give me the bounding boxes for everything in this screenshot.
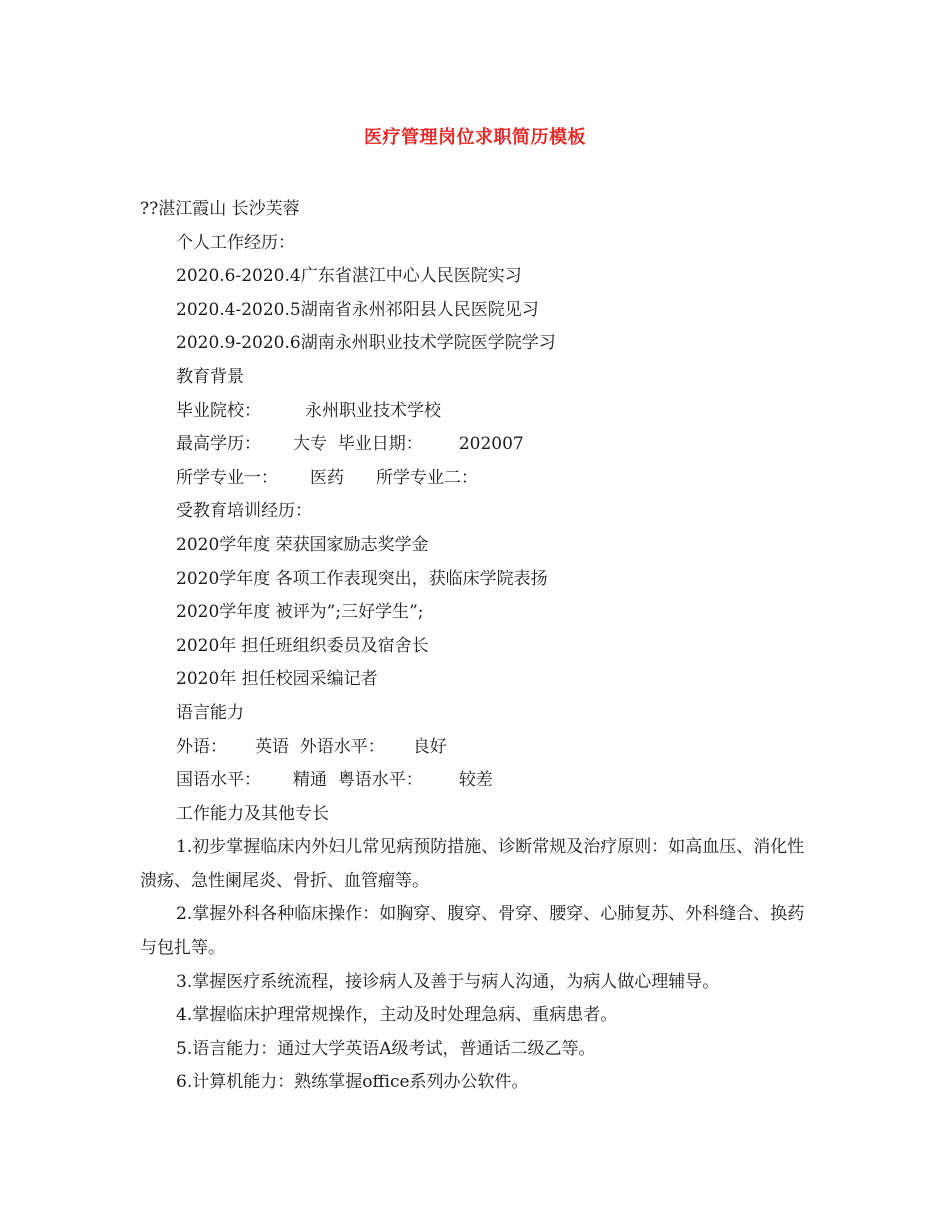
mandarin-value: 精通: [293, 770, 327, 791]
work-item: 2020.6-2020.4广东省湛江中心人民医院实习: [176, 266, 522, 287]
foreign-label: 外语：: [176, 736, 227, 757]
foreign-language-line: [140, 731, 820, 765]
resume-body: [140, 193, 820, 1100]
training-heading: 受教育培训经历：: [176, 501, 312, 522]
major2-label: 所学专业二：: [376, 467, 478, 488]
degree-label: 最高学历：: [176, 434, 261, 455]
skills-heading: 工作能力及其他专长: [176, 803, 329, 824]
cantonese-value: 较差: [458, 770, 493, 791]
school-line: [140, 395, 820, 429]
degree-value: 大专: [293, 434, 327, 455]
foreign-level-label: 外语水平：: [299, 736, 385, 757]
grad-label: 毕业日期：: [337, 434, 423, 455]
skill-item: 4.掌握临床护理常规操作，主动及时处理急病、重病患者。: [176, 1005, 618, 1026]
grad-value: 202007: [458, 434, 524, 455]
cantonese-label: 粤语水平：: [337, 770, 423, 791]
education-heading: 教育背景: [176, 366, 244, 387]
major-line: [140, 462, 820, 496]
mandarin-label: 国语水平：: [176, 770, 261, 791]
training-item: 2020学年度 被评为”;三好学生”;: [176, 602, 424, 623]
skill-item: 5.语言能力：通过大学英语A级考试，普通话二级乙等。: [176, 1038, 596, 1059]
training-item: 2020学年度 荣获国家励志奖学金: [176, 534, 429, 555]
work-item: 2020.9-2020.6湖南永州职业技术学院医学院学习: [176, 333, 556, 354]
school-value: 永州职业技术学校: [305, 400, 441, 421]
skill-item: 1.初步掌握临床内外妇儿常见病预防措施、诊断常规及治疗原则：如高血压、消化性溃疡、急性阑尾炎、骨折、血管瘤等。: [140, 837, 805, 891]
major1-value: 医药: [310, 467, 344, 488]
skill-item: 2.掌握外科各种临床操作：如胸穿、腹穿、骨穿、腰穿、心肺复苏、外科缝合、换药与包扎等。: [140, 904, 805, 959]
training-item: 2020年 担任班组织委员及宿舍长: [176, 635, 429, 656]
degree-line: [140, 428, 820, 462]
skill-item: 6.计算机能力：熟练掌握office系列办公软件。: [176, 1072, 529, 1093]
foreign-value: 英语: [255, 736, 289, 757]
school-label: 毕业院校：: [176, 400, 261, 421]
language-heading: 语言能力: [176, 702, 244, 723]
training-item: 2020学年度 各项工作表现突出，获临床学院表扬: [176, 568, 548, 589]
skill-item: 3.掌握医疗系统流程，接诊病人及善于与病人沟通，为病人做心理辅导。: [176, 971, 720, 992]
dialect-line: [140, 764, 820, 798]
training-item: 2020年 担任校园采编记者: [176, 669, 378, 690]
major1-label: 所学专业一：: [176, 467, 278, 488]
work-item: 2020.4-2020.5湖南省永州祁阳县人民医院见习: [176, 299, 539, 320]
foreign-level-value: 良好: [412, 736, 447, 757]
location-line: ??湛江霞山 长沙芙蓉: [140, 199, 300, 219]
document-title: 医疗管理岗位求职简历模板: [364, 127, 586, 148]
work-heading: 个人工作经历：: [176, 232, 295, 253]
